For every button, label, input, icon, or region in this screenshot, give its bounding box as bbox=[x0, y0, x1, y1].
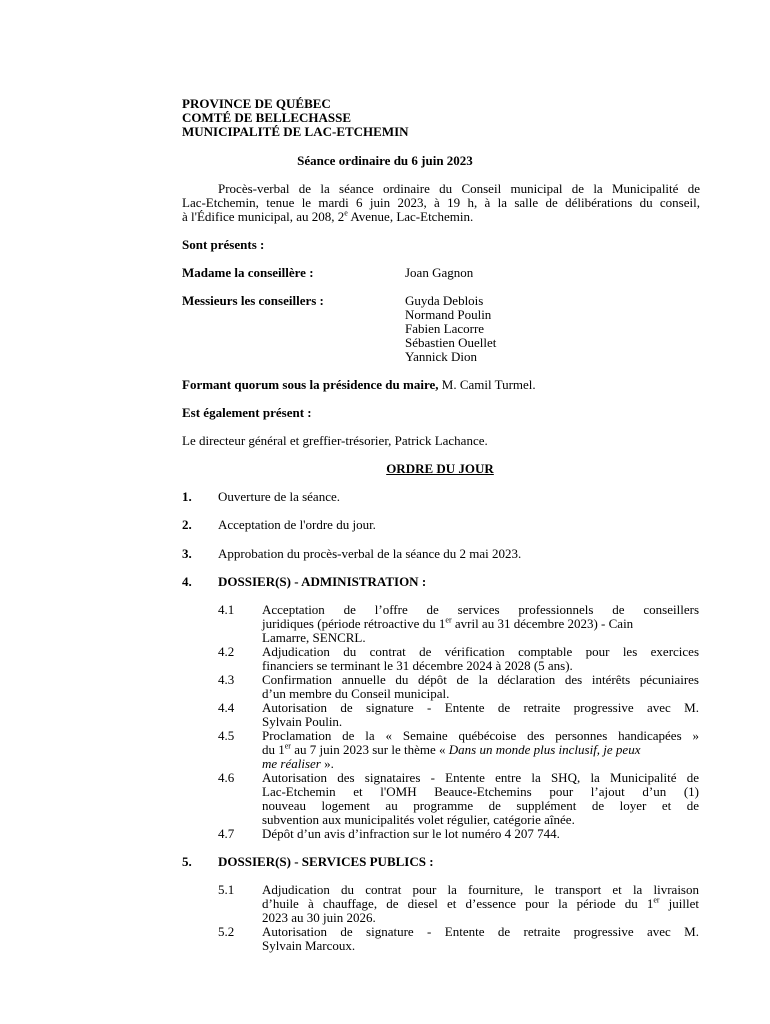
councillor-name: Normand Poulin bbox=[405, 307, 492, 322]
subitem-number: 4.6 bbox=[218, 770, 235, 785]
subitem-line: Confirmation annuelle du dépôt de la déclaration des intérêts pécuniaires bbox=[262, 672, 699, 687]
councillor-name: Fabien Lacorre bbox=[405, 321, 485, 336]
subitem-line: Sylvain Marcoux. bbox=[262, 938, 356, 953]
subitem-line: Sylvain Poulin. bbox=[262, 714, 343, 729]
subitem-number: 4.3 bbox=[218, 672, 235, 687]
subitem-number: 4.1 bbox=[218, 602, 235, 617]
item-text: Acceptation de l'ordre du jour. bbox=[218, 517, 376, 532]
subitem-line: Dépôt d’un avis d’infraction sur le lot numéro 4 207 744. bbox=[262, 826, 560, 841]
subitem-text bbox=[262, 771, 699, 827]
subitem-line: subvention aux municipalités volet régulier, catégorie aînée. bbox=[262, 812, 575, 827]
subitem-fragment: d’huile à chauffage, de diesel et d’essence pour la période du 1 bbox=[262, 896, 654, 911]
intro-line-3b: Avenue, Lac-Etchemin. bbox=[347, 209, 474, 224]
subitem-line: 2023 au 30 juin 2026. bbox=[262, 910, 376, 925]
subitem-text bbox=[262, 925, 699, 953]
intro-line-3 bbox=[182, 210, 700, 224]
header-province: PROVINCE DE QUÉBEC bbox=[182, 96, 331, 111]
subitem-fragment: juillet bbox=[659, 896, 699, 911]
councillor-f-name: Joan Gagnon bbox=[405, 265, 474, 280]
subitem-number: 4.7 bbox=[218, 826, 235, 841]
intro-line-3a: à l'Édifice municipal, au 208, 2 bbox=[182, 209, 345, 224]
header-county: COMTÉ DE BELLECHASSE bbox=[182, 110, 352, 125]
item-text: Approbation du procès-verbal de la séance du 2 mai 2023. bbox=[218, 546, 522, 561]
item-heading: DOSSIER(S) - SERVICES PUBLICS : bbox=[218, 854, 434, 869]
subitem-line: Proclamation de la « Semaine québécoise des personnes handicapées » bbox=[262, 728, 699, 743]
header-municipality: MUNICIPALITÉ DE LAC-ETCHEMIN bbox=[182, 124, 409, 139]
item-number: 4. bbox=[182, 574, 192, 589]
subitem-text bbox=[262, 827, 699, 841]
quorum-line bbox=[182, 378, 536, 392]
also-present-heading: Est également présent : bbox=[182, 405, 312, 420]
subitem-text bbox=[262, 729, 699, 771]
subitem-line: nouveau logement au programme de supplément de loyer et de bbox=[262, 798, 699, 813]
also-present-text: Le directeur général et greffier-trésorier, Patrick Lachance. bbox=[182, 433, 488, 448]
subitem-number: 5.2 bbox=[218, 924, 235, 939]
subitem-text bbox=[262, 673, 699, 701]
subitem-line: Autorisation des signataires - Entente entre la SHQ, la Municipalité de bbox=[262, 770, 699, 785]
subitem-line bbox=[262, 897, 699, 911]
subitem-fragment: du 1 bbox=[262, 742, 285, 757]
present-heading: Sont présents : bbox=[182, 237, 265, 252]
agenda-title: ORDRE DU JOUR bbox=[386, 461, 494, 476]
subitem-sup: er bbox=[445, 615, 452, 625]
councillor-f-label: Madame la conseillère : bbox=[182, 265, 314, 280]
subitem-line: Autorisation de signature - Entente de retraite progressive avec M. bbox=[262, 924, 699, 939]
subitem-number: 4.2 bbox=[218, 644, 235, 659]
quorum-bold: Formant quorum sous la présidence du maire, bbox=[182, 377, 439, 392]
subitem-text bbox=[262, 883, 699, 925]
subitem-fragment: au 7 juin 2023 sur le thème « bbox=[290, 742, 449, 757]
subitem-sup: er bbox=[653, 895, 660, 905]
subitem-text bbox=[262, 645, 699, 673]
subitem-fragment: juridiques (période rétroactive du 1 bbox=[262, 616, 446, 631]
councillor-name: Sébastien Ouellet bbox=[405, 335, 497, 350]
subitem-number: 5.1 bbox=[218, 882, 235, 897]
item-number: 2. bbox=[182, 517, 192, 532]
subitem-fragment: ». bbox=[320, 756, 334, 771]
intro-sup: e bbox=[344, 208, 348, 218]
subitem-number: 4.4 bbox=[218, 700, 235, 715]
subitem-italic: Dans un monde plus inclusif, je peux bbox=[448, 742, 641, 757]
subitem-fragment: avril au 31 décembre 2023) - Cain bbox=[451, 616, 634, 631]
subitem-number: 4.5 bbox=[218, 728, 235, 743]
subitem-line: Lac-Etchemin et l'OMH Beauce-Etchemins pour l’ajout d’un (1) bbox=[262, 784, 699, 799]
subitem-line: financiers se terminant le 31 décembre 2024 à 2028 (5 ans). bbox=[262, 658, 573, 673]
item-heading: DOSSIER(S) - ADMINISTRATION : bbox=[218, 574, 427, 589]
subitem-italic: me réaliser bbox=[262, 756, 321, 771]
subitem-line: Adjudication du contrat pour la fourniture, le transport et la livraison bbox=[262, 882, 699, 897]
subitem-line: Autorisation de signature - Entente de retraite progressive avec M. bbox=[262, 700, 699, 715]
item-text: Ouverture de la séance. bbox=[218, 489, 340, 504]
subitem-text bbox=[262, 701, 699, 729]
subitem-line: d’un membre du Conseil municipal. bbox=[262, 686, 450, 701]
subitem-line bbox=[262, 743, 699, 757]
subitem-line: Adjudication du contrat de vérification comptable pour les exercices bbox=[262, 644, 699, 659]
item-number: 1. bbox=[182, 489, 192, 504]
subitem-line bbox=[262, 757, 699, 771]
subitem-text bbox=[262, 603, 699, 645]
subitem-line bbox=[262, 617, 699, 631]
intro-line-2: Lac-Etchemin, tenue le mardi 6 juin 2023, à 19 h, à la salle de délibérations du conseil, bbox=[182, 195, 700, 210]
intro-paragraph bbox=[182, 182, 700, 224]
item-number: 3. bbox=[182, 546, 192, 561]
document-header bbox=[182, 97, 409, 139]
councillor-name: Guyda Deblois bbox=[405, 293, 484, 308]
councillor-name: Yannick Dion bbox=[405, 349, 477, 364]
item-number: 5. bbox=[182, 854, 192, 869]
subitem-line: Lamarre, SENCRL. bbox=[262, 630, 366, 645]
intro-line-1: Procès-verbal de la séance ordinaire du Conseil municipal de la Municipalité de bbox=[218, 181, 700, 196]
session-title: Séance ordinaire du 6 juin 2023 bbox=[297, 153, 473, 168]
subitem-line: Acceptation de l’offre de services professionnels de conseillers bbox=[262, 602, 699, 617]
councillors-m-label: Messieurs les conseillers : bbox=[182, 293, 324, 308]
subitem-sup: er bbox=[284, 741, 291, 751]
quorum-rest: M. Camil Turmel. bbox=[438, 377, 536, 392]
councillors-m-list bbox=[405, 294, 496, 364]
